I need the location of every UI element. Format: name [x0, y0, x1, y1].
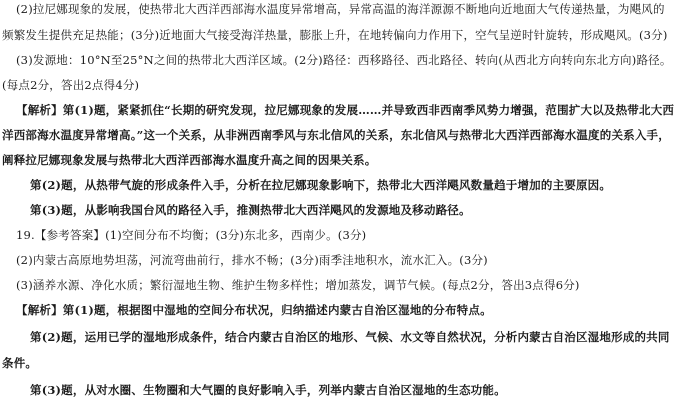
text-line: (2)拉尼娜现象的发展，使热带北大西洋西部海水温度异常增高，异常高温的海洋源源不断地向近地面大气传递热量，为飓风的 — [16, 2, 665, 16]
text-line: (2)内蒙古高原地势坦荡，河流弯曲前行，排水不畅；(3分)雨季洼地积水，流水汇入。(3分) — [16, 253, 488, 267]
analysis-heading-line: 【解析】第(1)题，根据图中湿地的空间分布状况，归纳描述内蒙古自治区湿地的分布特点。 — [16, 303, 492, 317]
text-line: 第(2)题，运用已学的湿地形成条件，结合内蒙古自治区的地形、气候、水文等自然状况，分析内蒙古自治区湿地形成的共同 — [30, 330, 670, 344]
question-19-answer: 19.【参考答案】(1)空间分布不均衡；(3分)东北多，西南少。(3分) — [16, 228, 367, 242]
text-line: 条件。 — [2, 356, 38, 370]
text-line: 第(3)题，从影响我国台风的路径入手，推测热带北大西洋飓风的发源地及移动路径。 — [30, 203, 471, 217]
text-line: 第(3)题，从对水圈、生物圈和大气圈的良好影响入手，列举内蒙古自治区湿地的生态功能。 — [30, 383, 506, 397]
text-line: 频繁发生提供充足热能；(3分)近地面大气接受海洋热量，膨胀上升，在地转偏向力作用下，空气呈逆时针旋转，形成飓风。(3分) — [2, 28, 668, 42]
text-line: (每点2分，答出2点得4分) — [2, 78, 140, 92]
text-line: 第(2)题，从热带气旋的形成条件入手，分析在拉尼娜现象影响下，热带北大西洋飓风数量趋于增加的主要原因。 — [30, 178, 612, 192]
text-line: 洋西部海水温度异常增高。”这一个关系，从非洲西南季风与东北信风的关系，东北信风与热带北大西洋西部海水温度的关系入手， — [2, 128, 670, 142]
analysis-heading-line: 【解析】第(1)题，紧紧抓住“长期的研究发现，拉尼娜现象的发展……并导致西非西南季风势力增强，范围扩大以及热带北大西 — [16, 103, 675, 117]
text-line: (3)发源地：10°N至25°N之间的热带北大西洋区域。(2分)路径：西移路径、西北路径、转向(从西北方向转向东北方向)路径。 — [16, 53, 672, 67]
text-line: (3)涵养水源、净化水质；繁衍湿地生物、维护生物多样性；增加蒸发，调节气候。(每点2分，答出3点得6分) — [16, 278, 580, 292]
text-line: 阐释拉尼娜现象发展与热带北大西洋西部海水温度升高之间的因果关系。 — [2, 153, 377, 167]
